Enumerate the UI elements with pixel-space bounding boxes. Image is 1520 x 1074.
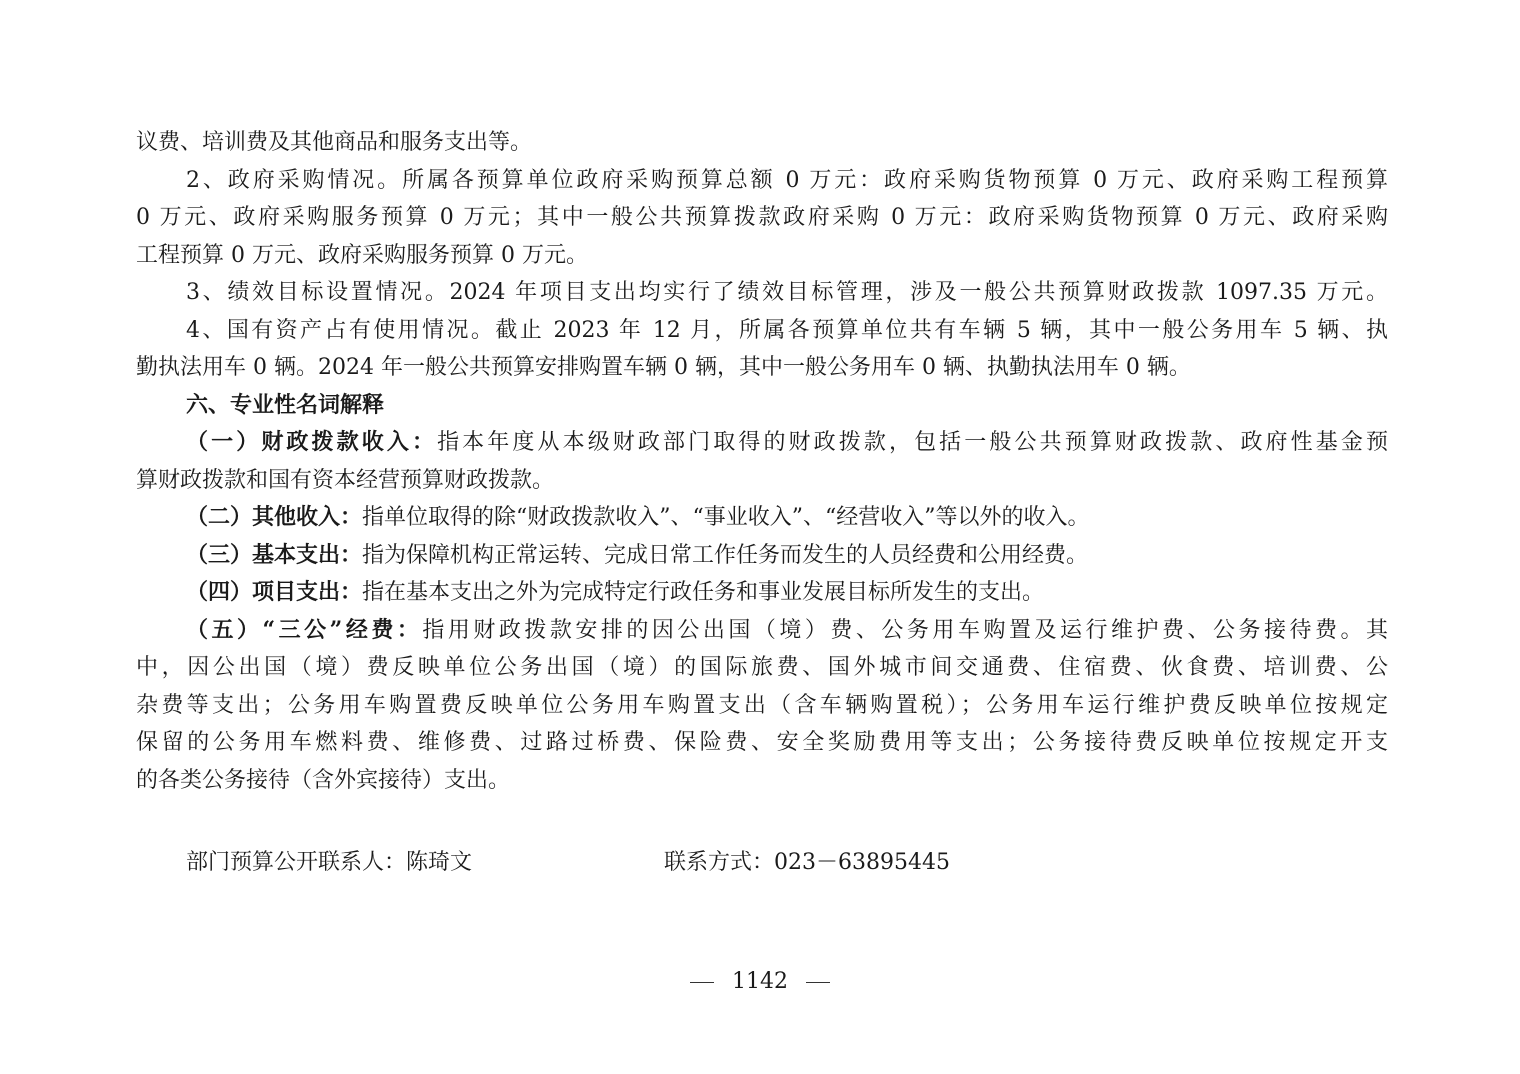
term-definition-line [136,499,1388,537]
term-definition-line: 算财政拨款和国有资本经营预算财政拨款。 [136,467,555,493]
term-label: （一）财政拨款收入： [186,429,438,455]
term-definition-line: 的各类公务接待（含外宾接待）支出。 [136,767,511,793]
dash-divider [806,982,830,983]
paragraph-line: 工程预算 0 万元、政府采购服务预算 0 万元。 [136,242,588,268]
page-footer [0,966,1520,998]
page-number: 1142 [732,969,788,994]
term-definition-line [136,537,1388,575]
term-text: 指在基本支出之外为完成特定行政任务和事业发展目标所发生的支出。 [362,580,1045,605]
term-label: （五）“三公”经费： [186,616,423,643]
term-label: （三）基本支出： [186,541,363,568]
dash-divider [690,982,714,983]
paragraph-line: 勤执法用车 0 辆。2024 年一般公共预算安排购置车辆 0 辆，其中一般公务用车 0 辆、执勤执法用车 0 辆。 [136,355,1191,380]
term-text: 指单位取得的除“财政拨款收入”、“事业收入”、“经营收入”等以外的收入。 [362,505,1090,530]
term-text: 指为保障机构正常运转、完成日常工作任务而发生的人员经费和公用经费。 [362,542,1089,568]
term-definition-line [136,612,1388,650]
term-text: 指用财政拨款安排的因公出国（境）费、公务用车购置及运行维护费、公务接待费。其 [422,617,1388,643]
term-definition-line [136,574,1388,612]
term-definition-line: 保留的公务用车燃料费、维修费、过路过桥费、保险费、安全奖励费用等支出；公务接待费反映单位按规定开支 [136,730,1388,755]
paragraph-line: 0 万元、政府采购服务预算 0 万元；其中一般公共预算拨款政府采购 0 万元：政府采购货物预算 0 万元、政府采购 [136,205,1388,230]
contact-person: 部门预算公开联系人：陈琦文 [186,850,473,875]
term-label: （二）其他收入： [186,504,363,530]
contact-phone: 联系方式：023－63895445 [664,850,950,875]
paragraph-line: 4、国有资产占有使用情况。截止 2023 年 12 月，所属各预算单位共有车辆 5 辆，其中一般公务用车 5 辆、执 [186,317,1388,343]
paragraph-line: 2、政府采购情况。所属各预算单位政府采购预算总额 0 万元：政府采购货物预算 0 万元、政府采购工程预算 [186,167,1388,193]
paragraph-line: 议费、培训费及其他商品和服务支出等。 [136,130,533,155]
term-definition-line: 杂费等支出；公务用车购置费反映单位公务用车购置支出（含车辆购置税）；公务用车运行维护费反映单位按规定 [136,692,1388,718]
section-heading: 六、专业性名词解释 [186,391,385,418]
document-body [136,124,1388,799]
paragraph-line: 3、绩效目标设置情况。2024 年项目支出均实行了绩效目标管理，涉及一般公共预算财政拨款 1097.35 万元。 [186,280,1388,305]
term-definition-line [136,424,1388,462]
term-label: （四）项目支出： [186,579,363,605]
term-text: 指本年度从本级财政部门取得的财政拨款，包括一般公共预算财政拨款、政府性基金预 [437,430,1388,455]
term-definition-line: 中，因公出国（境）费反映单位公务出国（境）的国际旅费、国外城市间交通费、住宿费、伙食费、培训费、公 [136,655,1388,680]
